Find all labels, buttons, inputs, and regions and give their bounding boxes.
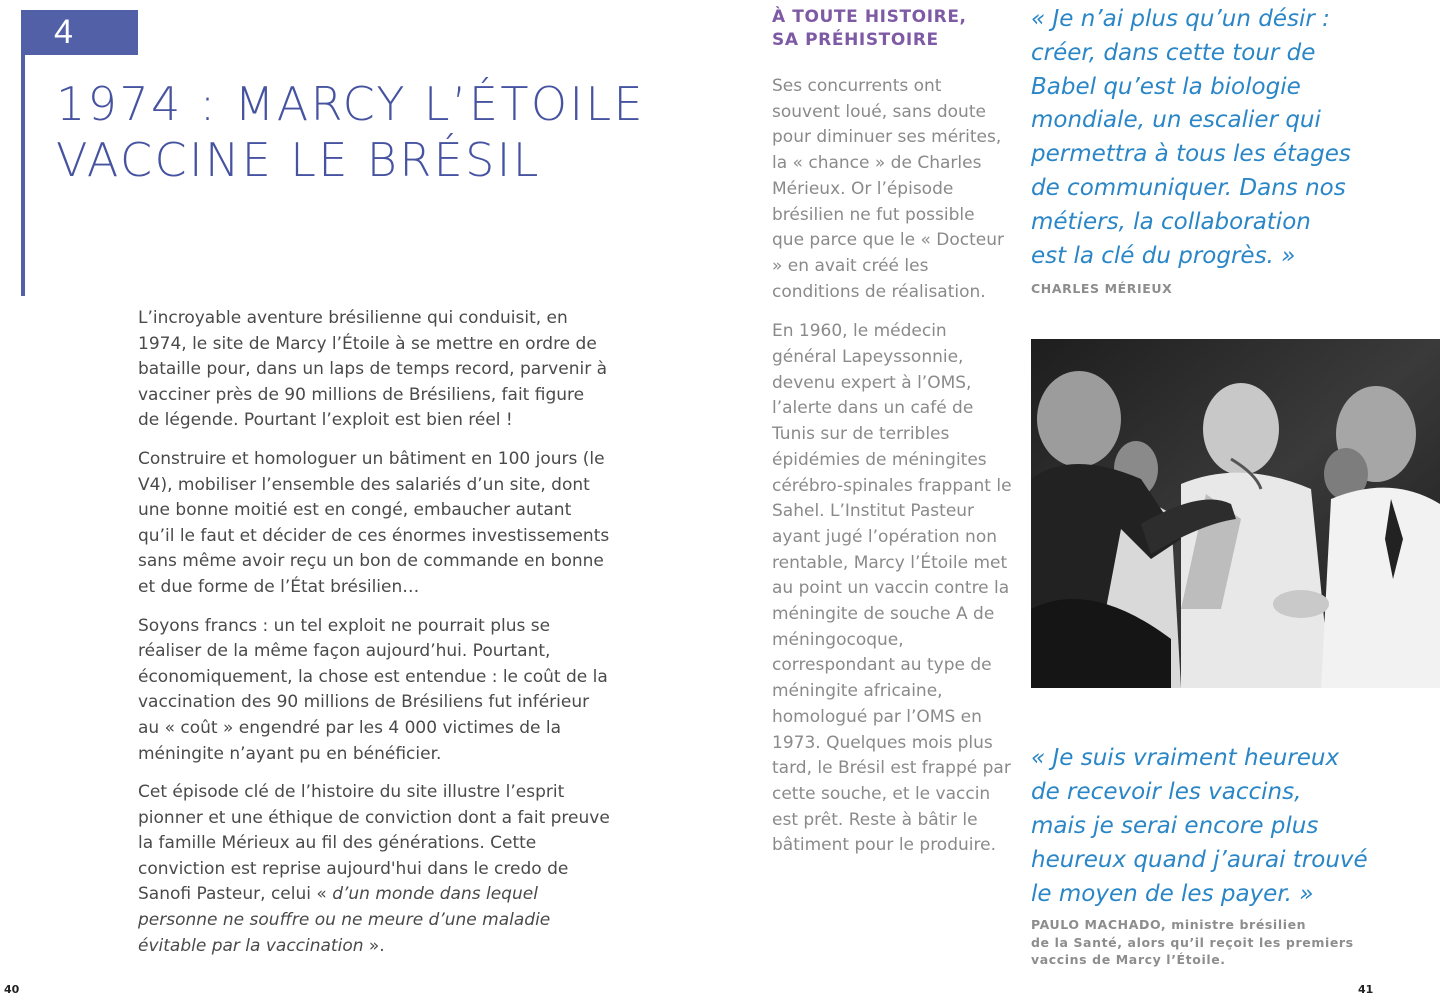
- quote-line: de recevoir les vaccins,: [1031, 779, 1302, 805]
- chapter-title-line-2: VACCINE LE BRÉSIL: [56, 133, 541, 187]
- quote-line: métiers, la collaboration: [1031, 208, 1311, 235]
- quote-paulo-machado: [1031, 741, 1368, 911]
- quote-line: « Je n’ai plus qu’un désir :: [1031, 6, 1330, 32]
- quote-line: heureux quand j’aurai trouvé: [1031, 847, 1368, 873]
- quote-line: « Je suis vraiment heureux: [1031, 745, 1340, 771]
- quote-charles-merieux: [1031, 3, 1351, 273]
- page-number-left: 40: [4, 983, 20, 996]
- sidebar-heading-line-1: À TOUTE HISTOIRE,: [772, 7, 967, 27]
- chapter-title-line-1: 1974 : MARCY L’ÉTOILE: [56, 77, 645, 131]
- sidebar-paragraph-2: En 1960, le médecin général Lapeyssonnie, devenu expert à l’OMS, l’alerte dans un café de Tunis sur de terribles épidémies de méningites cérébro-spinales frappant le Sahel. L’Institut Pasteur ayant jugé l’opération non rentable, Marcy l’Étoile met au point un vaccin contre la méningite de souche A de méningocoque, correspondant au type de méningite africaine, homologué par l’OMS en 1973. Quelques mois plus tard, le Brésil est frappé par cette souche, et le vaccin est prêt. Reste à bâtir le bâtiment pour le produire.: [772, 321, 1012, 856]
- quote-line: mondiale, un escalier qui: [1031, 107, 1321, 134]
- sidebar-heading: [772, 6, 1012, 52]
- quote-line: permettra à tous les étages: [1031, 141, 1351, 168]
- chapter-number: 4: [24, 10, 138, 55]
- quote-line: créer, dans cette tour de: [1031, 39, 1316, 66]
- vaccination-photo: [1031, 339, 1440, 688]
- main-paragraph-2: Construire et homologuer un bâtiment en 100 jours (le V4), mobiliser l’ensemble des salariés d’un site, dont une bonne moitié est en congé, embaucher autant qu’il le faut et décider de ces énormes investissements sans même avoir reçu un bon de commande en bonne et due forme de l’État brésilien…: [138, 448, 610, 597]
- main-body-text: [138, 306, 610, 972]
- quote-line: mais je serai encore plus: [1031, 813, 1319, 839]
- main-paragraph-1: L’incroyable aventure brésilienne qui conduisit, en 1974, le site de Marcy l’Étoile à se mettre en ordre de bataille pour, dans un laps de temps record, parvenir à vacciner près de 90 millions de Brésiliens, fait figure de légende. Pourtant l’exploit est bien réel !: [138, 308, 608, 431]
- sidebar-heading-line-2: SA PRÉHISTOIRE: [772, 30, 939, 50]
- main-paragraph-3: Soyons francs : un tel exploit ne pourrait plus se réaliser de la même façon aujourd’hui. Pourtant, économiquement, la chose est entendue : le coût de la vaccination des 90 millions de Brésiliens fut inférieur au « coût » engendré par les 4 000 victimes de la méningite n’ayant pu en bénéficier.: [138, 615, 608, 764]
- sanofi-credo: d’un monde dans lequel personne ne souffre ou ne meure d’une maladie évitable par la vaccination: [138, 884, 551, 956]
- page-number-right: 41: [1358, 983, 1374, 996]
- photo-illustration: [1031, 339, 1440, 688]
- sidebar: [772, 6, 1012, 873]
- main-paragraph-4-start: Cet épisode clé de l’histoire du site illustre l’esprit pionner et une éthique de conviction dont a fait preuve la famille Mérieux au fil des générations. Cette conviction est reprise aujourd'hui dans le credo de Sanofi Pasteur, celui «: [138, 782, 610, 905]
- attribution-line: PAULO MACHADO, ministre brésilien: [1031, 917, 1307, 932]
- quote-attribution-bottom: [1031, 916, 1354, 969]
- attribution-line: vaccins de Marcy l’Étoile.: [1031, 952, 1226, 967]
- quote-line: est la clé du progrès. »: [1031, 242, 1296, 269]
- quote-attribution-top: CHARLES MÉRIEUX: [1031, 281, 1173, 296]
- quote-line: le moyen de les payer. »: [1031, 881, 1314, 907]
- quote-line: de communiquer. Dans nos: [1031, 174, 1346, 201]
- chapter-title: [56, 76, 656, 188]
- sidebar-paragraph-1: Ses concurrents ont souvent loué, sans doute pour diminuer ses mérites, la « chance » de Charles Mérieux. Or l’épisode brésilien ne fut possible que parce que le « Docteur » en avait créé les conditions de réalisation.: [772, 76, 1005, 302]
- main-paragraph-4-end: ».: [363, 935, 385, 956]
- main-paragraph-4: [138, 780, 610, 959]
- quote-line: Babel qu’est la biologie: [1031, 73, 1301, 100]
- attribution-line: de la Santé, alors qu’il reçoit les premiers: [1031, 934, 1354, 950]
